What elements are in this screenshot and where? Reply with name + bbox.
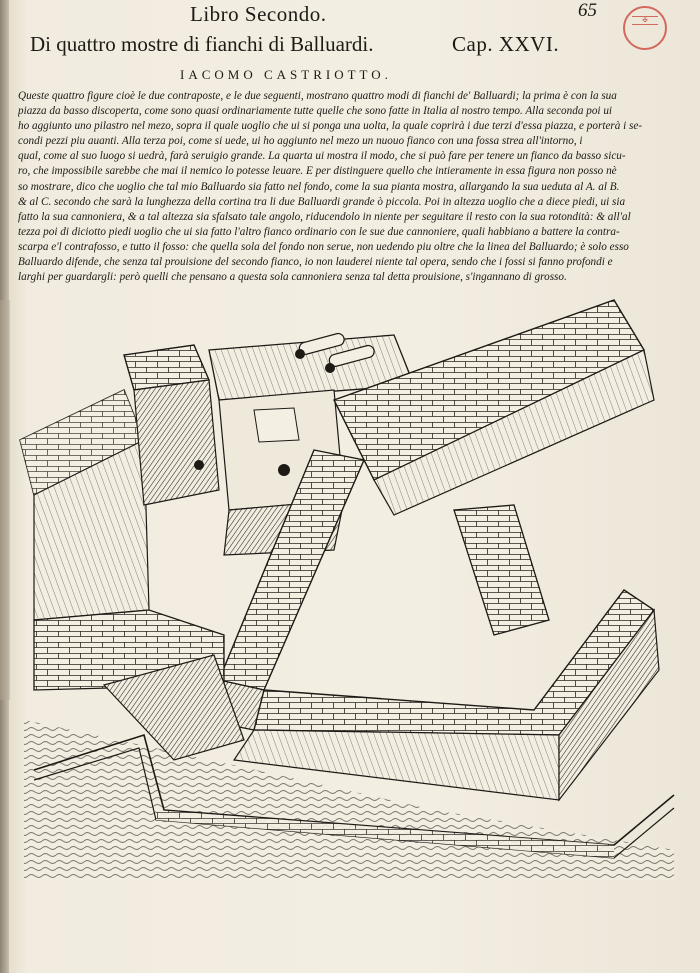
text-line: fatto la sua cannoniera, & a tal altezza sia sfalsato tale angolo, riducendolo in niente per seguitare il resto con la sua rotondità: & all'al bbox=[18, 210, 631, 223]
page-edge-shadow bbox=[0, 300, 10, 700]
lower-platform bbox=[234, 590, 659, 800]
chapter-title: Di quattro mostre di fianchi di Balluardi. bbox=[30, 32, 374, 56]
text-line: piazza da basso discoperta, come sono quasi ordinariamente tutte quelle che sono fatte in Italia al nostro tempo. Alla seconda poi ui bbox=[18, 105, 613, 118]
text-line: & al C. secondo che sarà la lunghezza della cortina tra li due Balluardi grande ò piccola. Poi in altezza uoglio che a diece piedi, ui sia bbox=[18, 195, 626, 208]
text-line: ho aggiunto uno pilastro nel mezo, sopra il quale uoglio che ui si ponga una uolta, la quale coprirà i due terzi d'essa piazza, e porterà i se- bbox=[18, 120, 643, 133]
chapter-number: Cap. XXVI. bbox=[452, 32, 560, 56]
curtain-wall-left bbox=[20, 390, 149, 620]
library-stamp bbox=[623, 6, 667, 50]
body-paragraph bbox=[18, 89, 694, 285]
text-line: qual, come al suo luogo si uedrà, farà seruigio grande. La quarta ui mostra il modo, che si può fare per tenere un fianco da basso sicu- bbox=[18, 150, 626, 163]
text-line: ro, che impossibile sarebbe che mai il nemico lo potesse leuare. E per distinguere quello che intieramente in essa figura non posso nè bbox=[18, 165, 617, 178]
stamp-seal-icon: ✠ bbox=[632, 16, 658, 25]
bastion-face-right bbox=[334, 300, 654, 515]
text-line: tezza poi di diciotto piedi uoglio che ui sia fatto l'altro fianco ordinario con le sue due cannoniere, quali habbiano a battere la contra- bbox=[18, 225, 620, 238]
author-name: IACOMO CASTRIOTTO. bbox=[180, 67, 392, 82]
text-line: so mostrare, dico che uoglio che tal mio Balluardo sia fatto nel fondo, come la sua pianta mostra, allargando la sua ueduta al A. al B. bbox=[18, 180, 620, 193]
page-number: 65 bbox=[578, 0, 597, 21]
running-head: Libro Secondo. bbox=[190, 2, 327, 26]
text-line: scarpa e'l contrafosso, e tutto il fosso: che quella sola del fondo non serue, non uedendo piu oltre che la linea del Balluardo; è solo esso bbox=[18, 240, 629, 253]
text-line: Balluardo difende, che senza tal prouisione del secondo fianco, io non lauderei niente tal opera, sendo che i fossi si fanno profondi e bbox=[18, 256, 613, 269]
text-line: Queste quattro figure cioè le due contraposte, e le due seguenti, mostrano quattro modi di fianchi de' Balluardi; la prima è con la sua bbox=[18, 90, 617, 102]
text-line: larghi per guardargli: però quelli che pensano a questa sola cannoniera senza tal detta prouisione, s'ingannano di grosso. bbox=[18, 271, 567, 284]
bastion-woodcut-illustration bbox=[14, 290, 690, 890]
text-line: condi pezzi piu auanti. Alla terza poi, come si uede, ui ho aggiunto nel mezo un nuouo fianco con una fossa strea all'intorno, i bbox=[18, 135, 583, 148]
